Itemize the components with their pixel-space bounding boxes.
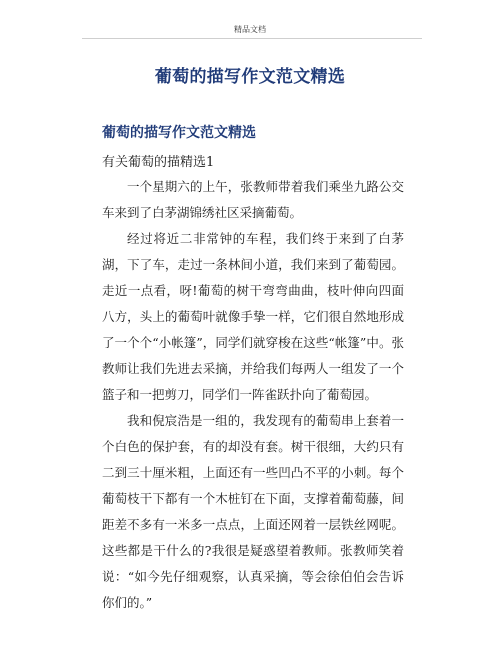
subheading: 有关葡萄的描精选1 — [102, 155, 215, 170]
header-label: 精品文档 — [234, 25, 266, 34]
paragraph: 我和倪宸浩是一组的，我发现有的葡萄串上套着一个白色的保护套，有的却没有套。树干很细，大约只有二到三十厘米粗，上面还有一些凹凸不平的小刺。每个葡萄枝干下都有一个木桩钉在下面，支撑着葡萄藤，间距差不多有一米多一点点，上面还网着一层铁丝网呢。这些都是干什么的?我很是疑惑望着教师。张教师笑着说：“如今先仔细观察，认真采摘，等会徐伯伯会告诉你们的。” — [102, 413, 404, 610]
paragraph: 经过将近二非常钟的车程，我们终于来到了白茅湖，下了车，走过一条林间小道，我们来到了葡萄园。走近一点看，呀!葡萄的树干弯弯曲曲，枝叶伸向四面八方，头上的葡萄叶就像手挚一样，它们很自然地形成了一个个“小帐篷”，同学们就穿梭在这些“帐篷”中。张教师让我们先进去采摘，并给我们每两人一组发了一个篮子和一把剪刀，同学们一阵雀跃扑向了葡萄园。 — [102, 231, 404, 402]
page-title: 葡萄的描写作文范文精选 — [154, 67, 346, 87]
body-text — [102, 174, 404, 616]
section-heading: 葡萄的描写作文范文精选 — [102, 125, 256, 141]
paragraph: 一个星期六的上午，张教师带着我们乘坐九路公交车来到了白茅湖锦绣社区采摘葡萄。 — [102, 179, 404, 220]
header-divider — [82, 38, 422, 39]
